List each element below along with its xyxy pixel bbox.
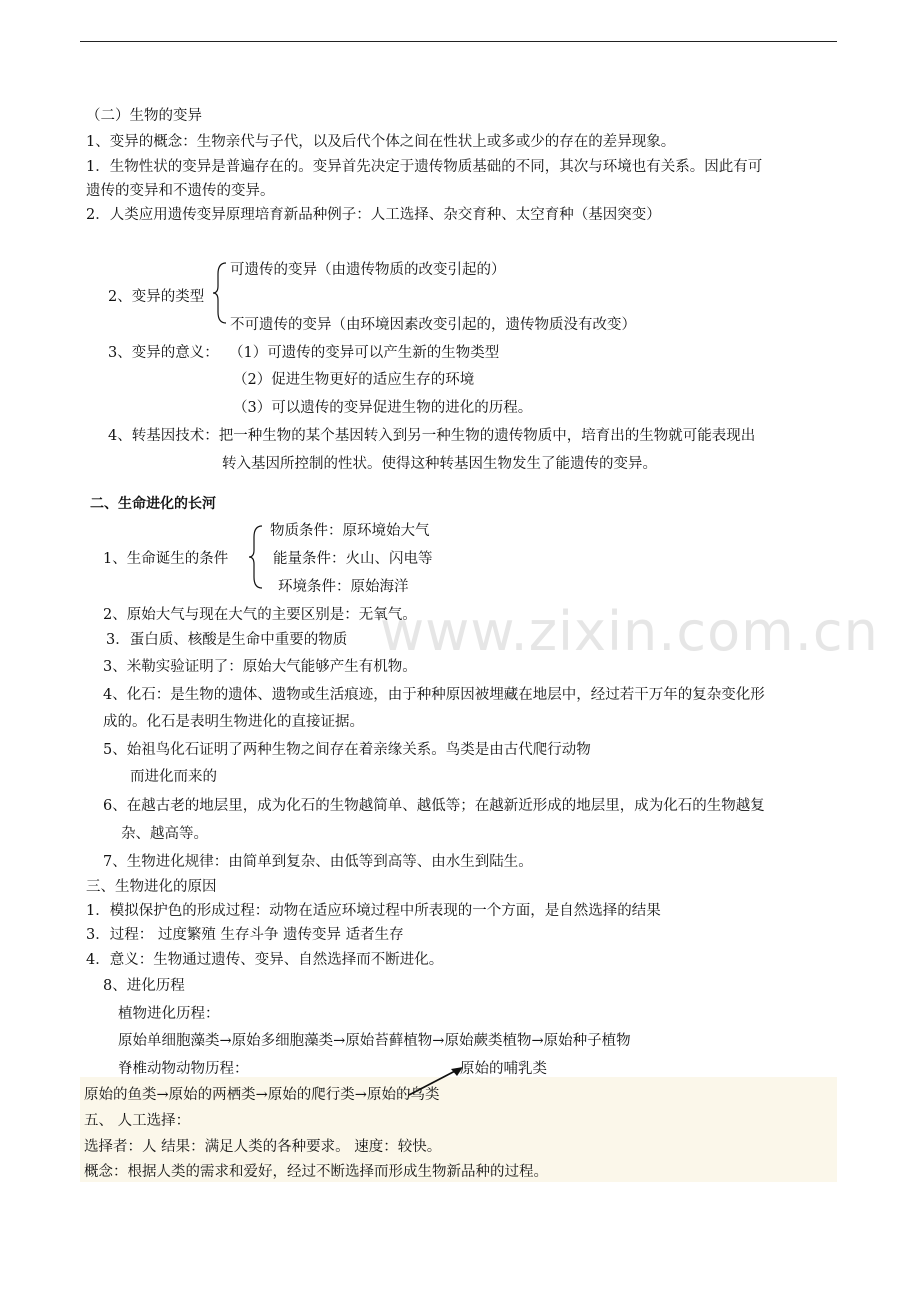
life-origin-conditions-label: 1、生命诞生的条件 <box>103 551 229 567</box>
meaning-item-3: （3）可以遗传的变异促进生物的进化的历程。 <box>233 400 533 416</box>
variation-concept: 1、变异的概念：生物亲代与子代，以及后代个体之间在性状上或多或少的存在的差异现象。 <box>86 134 676 150</box>
variation-types-label: 2、变异的类型 <box>108 289 205 305</box>
header-rule <box>80 41 837 42</box>
evolution-rule: 7、生物进化规律：由简单到复杂、由低等到高等、由水生到陆生。 <box>103 854 533 870</box>
meaning-item-1: （1）可遗传的变异可以产生新的生物类型 <box>229 345 500 361</box>
meaning-item-2: （2）促进生物更好的适应生存的环境 <box>233 372 475 388</box>
section-heading-variation: （二）生物的变异 <box>86 108 202 124</box>
proteins-nucleic-acids: 3．蛋白质、核酸是生命中重要的物质 <box>106 632 348 648</box>
non-heritable-variation: 不可遗传的变异（由环境因素改变引起的，遗传物质没有改变） <box>230 317 636 333</box>
atmosphere-difference: 2、原始大气与现在大气的主要区别是：无氧气。 <box>103 607 417 623</box>
miller-experiment: 3、米勒实验证明了：原始大气能够产生有机物。 <box>103 659 417 675</box>
fossil-line2: 成的。化石是表明生物进化的直接证据。 <box>103 714 364 730</box>
brace-variation-types <box>212 262 228 324</box>
section-heading-artificial-selection: 五、 人工选择： <box>84 1113 191 1129</box>
plant-evolution-chain: 原始单细胞藻类→原始多细胞藻类→原始苔藓植物→原始蕨类植物→原始种子植物 <box>118 1033 631 1049</box>
brace-life-conditions <box>248 525 264 589</box>
condition-environment: 环境条件：原始海洋 <box>278 579 409 595</box>
variation-meaning-label: 3、变异的意义： <box>108 345 219 361</box>
strata-line2: 杂、越高等。 <box>121 826 208 842</box>
artificial-selection-summary: 选择者：人 结果：满足人类的各种要求。 速度：较快。 <box>84 1139 442 1155</box>
condition-energy: 能量条件：火山、闪电等 <box>273 551 433 567</box>
archaeopteryx-line1: 5、始祖鸟化石证明了两种生物之间存在着亲缘关系。鸟类是由古代爬行动物 <box>103 742 591 758</box>
condition-material: 物质条件：原环境始大气 <box>270 523 430 539</box>
artificial-selection-concept: 概念：根据人类的需求和爱好，经过不断选择而形成生物新品种的过程。 <box>84 1164 548 1180</box>
section-heading-evolution: 二、生命进化的长河 <box>90 496 216 512</box>
transgenic-line2: 转入基因所控制的性状。使得这种转基因生物发生了能遗传的变异。 <box>222 456 657 472</box>
variation-universal-line1: 1．生物性状的变异是普遍存在的。变异首先决定于遗传物质基础的不同，其次与环境也有关系。因此有可 <box>86 159 763 175</box>
watermark: www.zixin.com.cn <box>380 600 879 663</box>
protective-color-simulation: 1．模拟保护色的形成过程：动物在适应环境过程中所表现的一个方面，是自然选择的结果 <box>86 903 661 919</box>
variation-universal-line2: 遗传的变异和不遗传的变异。 <box>86 183 275 199</box>
vertebrate-evolution-chain: 原始的鱼类→原始的两栖类→原始的爬行类→原始的鸟类 <box>84 1087 440 1103</box>
archaeopteryx-line2: 而进化而来的 <box>130 769 217 785</box>
plant-evolution-label: 植物进化历程： <box>118 1006 220 1022</box>
evolution-history-label: 8、进化历程 <box>103 978 185 994</box>
vertebrate-evolution-label: 脊椎动物动物历程： <box>118 1061 249 1077</box>
transgenic-line1: 4、转基因技术：把一种生物的某个基因转入到另一种生物的遗传物质中，培育出的生物就可能表现出 <box>108 428 756 444</box>
breeding-examples: 2．人类应用遗传变异原理培育新品种例子：人工选择、杂交育种、太空育种（基因突变） <box>86 207 661 223</box>
evolution-meaning: 4．意义：生物通过遗传、变异、自然选择而不断进化。 <box>86 952 444 968</box>
section-heading-causes: 三、生物进化的原因 <box>86 879 217 895</box>
selection-process: 3．过程： 过度繁殖 生存斗争 遗传变异 适者生存 <box>86 927 404 943</box>
primitive-mammals: 原始的哺乳类 <box>460 1061 547 1077</box>
fossil-line1: 4、化石：是生物的遗体、遗物或生活痕迹，由于种种原因被埋藏在地层中，经过若干万年的复杂变化形 <box>103 687 765 703</box>
heritable-variation: 可遗传的变异（由遗传物质的改变引起的） <box>230 262 506 278</box>
strata-line1: 6、在越古老的地层里，成为化石的生物越简单、越低等；在越新近形成的地层里，成为化石的生物越复 <box>103 798 765 814</box>
